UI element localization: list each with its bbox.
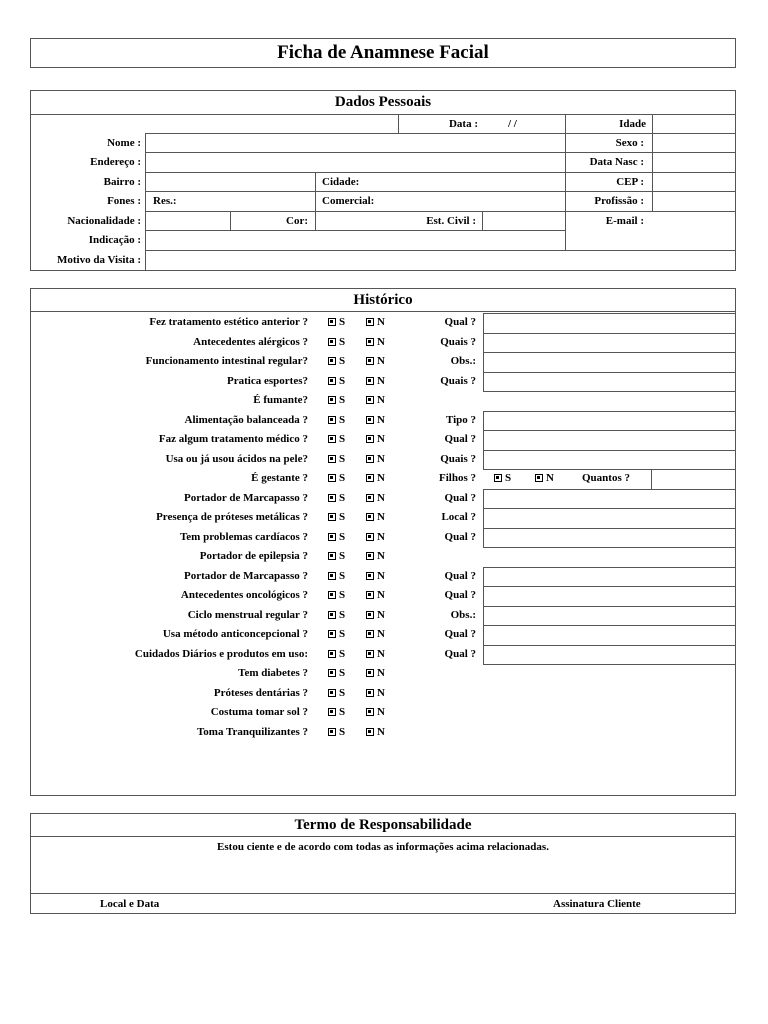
sexo-label: Sexo : [615,137,644,149]
checkbox-icon[interactable] [366,669,374,677]
history-answer-field[interactable] [483,372,736,393]
history-question: Cuidados Diários e produtos em uso: [134,647,308,660]
divider [30,893,736,894]
divider [30,836,736,837]
yes-checkbox[interactable] [328,627,345,641]
checkbox-label: S [339,550,346,562]
res-label: Res.: [153,195,177,207]
history-question: Portador de Marcapasso ? [184,569,308,582]
checkbox-label: N [377,647,385,660]
checkbox-icon[interactable] [328,708,336,716]
history-extra-label: Filhos ? [439,472,476,484]
divider [30,311,736,312]
checkbox-icon[interactable] [328,435,336,443]
checkbox-label: S [339,355,346,367]
personal-heading: Dados Pessoais [334,94,432,110]
checkbox-label: N [377,433,385,445]
checkbox-icon[interactable] [366,455,374,463]
quantos-field[interactable] [651,469,736,490]
yes-checkbox[interactable] [328,647,345,661]
signature-label: Assinatura Cliente [553,898,641,910]
history-question: É fumante? [253,394,308,406]
checkbox-label: N [377,452,385,465]
checkbox-label: N [377,472,385,484]
checkbox-icon[interactable] [328,494,336,502]
no-checkbox[interactable] [366,530,385,544]
checkbox-icon[interactable] [328,396,336,404]
checkbox-label: S [339,667,346,679]
yes-checkbox[interactable] [328,666,345,680]
history-question: Portador de Marcapasso ? [184,491,308,504]
history-question: Costuma tomar sol ? [210,706,308,718]
yes-checkbox[interactable] [328,452,345,466]
history-question: Tem problemas cardíacos ? [179,530,308,543]
checkbox-label: S [339,433,346,445]
checkbox-label: S [339,569,346,582]
checkbox-icon[interactable] [328,630,336,638]
history-answer-field[interactable] [483,586,736,607]
no-checkbox[interactable] [366,647,385,661]
yes-checkbox[interactable] [328,413,345,427]
checkbox-icon[interactable] [366,338,374,346]
checkbox-icon[interactable] [328,669,336,677]
checkbox-label: S [339,413,346,426]
checkbox-label: N [377,374,385,387]
checkbox-icon[interactable] [366,611,374,619]
checkbox-label: S [505,472,512,484]
history-answer-field[interactable] [483,313,736,334]
quantos-label: Quantos ? [582,472,630,484]
history-extra-label: Obs.: [450,608,476,621]
history-question: Alimentação balanceada ? [184,413,308,426]
checkbox-icon[interactable] [366,728,374,736]
yes-checkbox[interactable] [328,393,345,407]
no-checkbox[interactable] [366,549,385,563]
checkbox-label: S [339,725,346,738]
no-checkbox[interactable] [366,374,385,388]
checkbox-label: S [339,530,346,543]
checkbox-icon[interactable] [366,377,374,385]
no-checkbox[interactable] [366,452,385,466]
no-checkbox[interactable] [366,569,385,583]
checkbox-icon[interactable] [366,494,374,502]
history-extra-label: Qual ? [444,628,476,640]
history-answer-field[interactable] [483,528,736,549]
checkbox-icon[interactable] [328,474,336,482]
checkbox-icon[interactable] [366,357,374,365]
term-heading: Termo de Responsabilidade [294,817,472,833]
idade-field[interactable] [652,114,736,133]
checkbox-label: S [339,511,346,523]
no-checkbox[interactable] [366,354,385,368]
history-extra-label: Qual ? [444,316,476,328]
motivo-label: Motivo da Visita : [56,254,141,266]
yes-checkbox[interactable] [328,315,345,329]
indicacao-label: Indicação : [88,234,141,246]
yes-checkbox[interactable] [328,549,345,563]
history-answer-field[interactable] [483,333,736,354]
checkbox-label: N [377,608,385,621]
checkbox-label: N [377,394,385,406]
history-extra-label: Qual ? [444,491,476,504]
no-checkbox[interactable] [366,393,385,407]
endereco-label: Endereço : [90,156,141,168]
history-question: Ciclo menstrual regular ? [187,608,308,621]
term-text: Estou ciente e de acordo com todas as informações acima relacionadas. [217,841,549,853]
history-extra-label: Obs.: [450,355,476,367]
checkbox-icon[interactable] [328,318,336,326]
history-question: Antecedentes alérgicos ? [193,335,308,348]
page-title: Ficha de Anamnese Facial [277,42,489,63]
history-answer-field[interactable] [483,508,736,529]
filhos-no-checkbox[interactable] [535,471,554,485]
checkbox-icon[interactable] [535,474,543,482]
checkbox-label: S [339,316,346,328]
checkbox-label: N [377,628,385,640]
bairro-label: Bairro : [103,176,141,188]
cor-label: Cor: [286,215,308,227]
checkbox-icon[interactable] [366,630,374,638]
no-checkbox[interactable] [366,510,385,524]
checkbox-label: S [339,706,346,718]
date-field[interactable] [480,114,565,133]
nome-field[interactable] [146,134,564,151]
no-checkbox[interactable] [366,588,385,602]
filhos-yes-checkbox[interactable] [494,471,511,485]
checkbox-icon[interactable] [328,513,336,521]
history-answer-field[interactable] [483,411,736,432]
checkbox-icon[interactable] [328,416,336,424]
checkbox-label: N [377,316,385,328]
checkbox-label: S [339,608,346,621]
checkbox-icon[interactable] [366,572,374,580]
yes-checkbox[interactable] [328,491,345,505]
email-label: E-mail : [605,215,644,227]
checkbox-label: N [377,706,385,718]
history-answer-field[interactable] [483,430,736,451]
nacionalidade-label: Nacionalidade : [67,215,141,227]
divider [30,114,736,115]
yes-checkbox[interactable] [328,608,345,622]
checkbox-icon[interactable] [494,474,502,482]
no-checkbox[interactable] [366,471,385,485]
checkbox-label: S [339,589,346,601]
checkbox-icon[interactable] [328,533,336,541]
history-question: Usa método anticoncepcional ? [162,628,308,640]
history-answer-field[interactable] [483,645,736,666]
cep-label: CEP : [616,176,644,188]
history-question: Fez tratamento estético anterior ? [149,316,308,328]
checkbox-label: N [377,667,385,679]
history-extra-label: Qual ? [444,569,476,582]
yes-checkbox[interactable] [328,569,345,583]
history-extra-label: Quais ? [440,374,476,387]
data-nasc-label: Data Nasc : [589,156,644,168]
no-checkbox[interactable] [366,432,385,446]
yes-checkbox[interactable] [328,374,345,388]
endereco-field[interactable] [146,153,564,171]
history-extra-label: Qual ? [444,433,476,445]
history-answer-field[interactable] [483,625,736,646]
checkbox-icon[interactable] [366,435,374,443]
date-slashes: / / [508,118,517,130]
checkbox-icon[interactable] [366,552,374,560]
checkbox-label: S [339,686,346,699]
history-question: Usa ou já usou ácidos na pele? [165,452,308,465]
fones-label: Fones : [107,195,141,207]
local-data-label: Local e Data [100,898,160,910]
checkbox-label: N [377,335,385,348]
history-extra-label: Qual ? [444,530,476,543]
yes-checkbox[interactable] [328,471,345,485]
checkbox-icon[interactable] [366,533,374,541]
checkbox-label: S [339,628,346,640]
history-question: Presença de próteses metálicas ? [156,511,308,523]
profissao-label: Profissão : [594,195,644,207]
date-label: Data : [448,118,478,130]
checkbox-icon[interactable] [328,572,336,580]
est-civil-label: Est. Civil : [426,215,476,227]
history-question: Pratica esportes? [227,374,308,387]
no-checkbox[interactable] [366,725,385,739]
no-checkbox[interactable] [366,627,385,641]
history-extra-label: Tipo ? [445,413,476,426]
checkbox-icon[interactable] [366,689,374,697]
no-checkbox[interactable] [366,666,385,680]
checkbox-label: N [377,355,385,367]
nome-label: Nome : [107,137,141,149]
history-extra-label: Qual ? [444,589,476,601]
history-extra-label: Qual ? [444,647,476,660]
checkbox-icon[interactable] [366,591,374,599]
checkbox-icon[interactable] [366,708,374,716]
checkbox-icon[interactable] [328,728,336,736]
history-question: Faz algum tratamento médico ? [158,433,308,445]
yes-checkbox[interactable] [328,432,345,446]
checkbox-icon[interactable] [366,650,374,658]
history-question: Toma Tranquilizantes ? [196,725,308,738]
checkbox-icon[interactable] [328,650,336,658]
checkbox-label: N [377,589,385,601]
checkbox-icon[interactable] [328,689,336,697]
no-checkbox[interactable] [366,491,385,505]
checkbox-label: N [377,491,385,504]
history-answer-field[interactable] [483,606,736,627]
checkbox-label: N [377,511,385,523]
checkbox-label: S [339,491,346,504]
checkbox-label: S [339,394,346,406]
history-question: É gestante ? [251,472,308,484]
checkbox-icon[interactable] [328,552,336,560]
history-answer-field[interactable] [483,567,736,588]
yes-checkbox[interactable] [328,588,345,602]
history-heading: Histórico [353,292,413,308]
checkbox-icon[interactable] [328,338,336,346]
checkbox-label: N [377,550,385,562]
checkbox-icon[interactable] [366,318,374,326]
comercial-label: Comercial: [322,195,375,207]
checkbox-icon[interactable] [328,377,336,385]
checkbox-label: N [377,569,385,582]
checkbox-label: N [377,530,385,543]
checkbox-label: S [339,452,346,465]
history-question: Antecedentes oncológicos ? [180,589,308,601]
checkbox-icon[interactable] [366,474,374,482]
yes-checkbox[interactable] [328,530,345,544]
checkbox-icon[interactable] [366,416,374,424]
yes-checkbox[interactable] [328,686,345,700]
idade-label: Idade [619,118,646,130]
checkbox-label: N [377,686,385,699]
history-answer-field[interactable] [483,489,736,510]
history-question: Tem diabetes ? [238,667,308,679]
history-question: Próteses dentárias ? [213,686,308,699]
history-question: Funcionamento intestinal regular? [145,355,308,367]
cidade-label: Cidade: [322,176,360,188]
yes-checkbox[interactable] [328,335,345,349]
checkbox-icon[interactable] [328,591,336,599]
yes-checkbox[interactable] [328,705,345,719]
history-extra-label: Local ? [441,511,476,523]
checkbox-label: S [339,335,346,348]
checkbox-icon[interactable] [328,455,336,463]
history-question: Portador de epilepsia ? [199,550,308,562]
checkbox-icon[interactable] [366,513,374,521]
checkbox-icon[interactable] [328,357,336,365]
no-checkbox[interactable] [366,335,385,349]
checkbox-label: S [339,374,346,387]
history-extra-label: Quais ? [440,452,476,465]
yes-checkbox[interactable] [328,725,345,739]
no-checkbox[interactable] [366,608,385,622]
checkbox-label: N [377,413,385,426]
history-answer-field[interactable] [483,352,736,373]
yes-checkbox[interactable] [328,510,345,524]
checkbox-icon[interactable] [366,396,374,404]
checkbox-label: S [339,647,346,660]
checkbox-label: N [546,472,554,484]
checkbox-icon[interactable] [328,611,336,619]
checkbox-label: N [377,725,385,738]
history-extra-label: Quais ? [440,335,476,348]
no-checkbox[interactable] [366,413,385,427]
no-checkbox[interactable] [366,705,385,719]
history-answer-field[interactable] [483,450,736,471]
checkbox-label: S [339,472,346,484]
no-checkbox[interactable] [366,315,385,329]
no-checkbox[interactable] [366,686,385,700]
yes-checkbox[interactable] [328,354,345,368]
